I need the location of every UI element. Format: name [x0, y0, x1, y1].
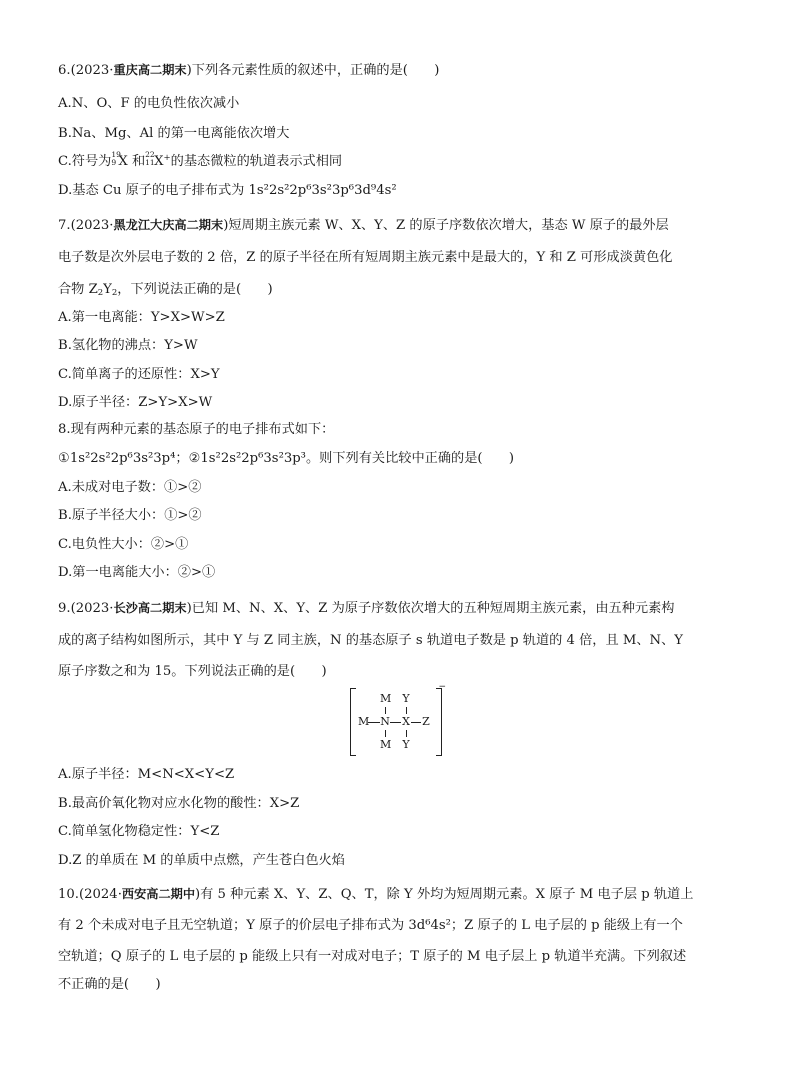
q7-option-c: C.简单离子的还原性：X>Y	[58, 367, 220, 382]
atom-y-top: Y	[402, 692, 410, 705]
q7-stem-line3: 合物 $Z_2Y_2$，下列说法正确的是( )	[58, 282, 273, 298]
q6-option-a: A.N、O、F 的电负性依次减小	[58, 96, 240, 111]
right-bracket	[436, 688, 442, 756]
q7-option-a: A.第一电离能：Y>X>W>Z	[58, 310, 225, 325]
q7-option-b: B.氢化物的沸点：Y>W	[58, 338, 198, 353]
atom-y-bottom: Y	[402, 738, 410, 751]
q10-source: 西安高二期中	[121, 887, 196, 901]
q9-source: 长沙高二期末	[113, 601, 187, 615]
left-bracket	[350, 688, 356, 756]
q8-option-a: A.未成对电子数：①>②	[58, 480, 202, 495]
q9-option-c: C.简单氢化物稳定性：Y<Z	[58, 824, 220, 839]
nuclide-19-9: 19 9	[111, 150, 121, 167]
q10-stem-line2: 有 2 个未成对电子且无空轨道；Y 原子的价层电子排布式为 3d⁶4s²；Z 原子的 L 电子层的 p 能级上有一个	[58, 918, 683, 933]
atom-n-center: N	[380, 715, 390, 728]
nuclide-22-11: 22 11	[145, 150, 155, 167]
atom-m-top: M	[380, 692, 392, 705]
q6-stem: 6.(2023·重庆高二期末)下列各元素性质的叙述中，正确的是( )	[58, 63, 440, 78]
q10-stem-line4: 不正确的是( )	[58, 977, 161, 992]
atom-x-center: X	[402, 715, 410, 728]
q8-stem: 8.现有两种元素的基态原子的电子排布式如下：	[58, 422, 335, 437]
ion-charge: −	[438, 682, 446, 692]
q10-stem-line3: 空轨道；Q 原子的 L 电子层的 p 能级上只有一对成对电子；T 原子的 M 电子层上 p 轨道半充满。下列叙述	[58, 949, 687, 964]
q8-option-b: B.原子半径大小：①>②	[58, 508, 202, 523]
q7-source: 黑龙江大庆高二期末	[113, 218, 224, 232]
q6-source: 重庆高二期末	[113, 63, 187, 77]
q9-option-b: B.最高价氧化物对应水化物的酸性：X>Z	[58, 796, 300, 811]
atom-m-bottom: M	[380, 738, 392, 751]
atom-z-right: Z	[422, 715, 430, 728]
q7-stem-line2: 电子数是次外层电子数的 2 倍，Z 的原子半径在所有短周期主族元素中是最大的，Y 和 Z 可形成淡黄色化	[58, 250, 673, 265]
q8-option-d: D.第一电离能大小：②>①	[58, 565, 216, 580]
q9-stem-line1: 9.(2023·长沙高二期末)已知 M、N、X、Y、Z 为原子序数依次增大的五种短周期主族元素，由五种元素构	[58, 601, 675, 616]
q8-configs: ①1s²2s²2p⁶3s²3p⁴；②1s²2s²2p⁶3s²3p³。则下列有关比较中正确的是( )	[58, 451, 515, 466]
q7-option-d: D.原子半径：Z>Y>X>W	[58, 395, 213, 410]
ion-structure-diagram	[350, 682, 446, 756]
q9-option-d: D.Z 的单质在 M 的单质中点燃，产生苍白色火焰	[58, 853, 345, 868]
q6-option-d: D.基态 Cu 原子的电子排布式为 1s²2s²2p⁶3s²3p⁶3d⁹4s²	[58, 183, 397, 198]
q6-option-b: B.Na、Mg、Al 的第一电离能依次增大	[58, 126, 290, 141]
q6-option-c: C.符号为 19 9 X 和 22 11 X+的基态微粒的轨道表示式相同	[58, 150, 343, 169]
q9-stem-line2: 成的离子结构如图所示，其中 Y 与 Z 同主族，N 的基态原子 s 轨道电子数是 p 轨道的 4 倍，且 M、N、Y	[58, 633, 683, 648]
q7-stem-line1: 7.(2023·黑龙江大庆高二期末)短周期主族元素 W、X、Y、Z 的原子序数依次增大，基态 W 原子的最外层	[58, 218, 669, 233]
q9-stem-line3: 原子序数之和为 15。下列说法正确的是( )	[58, 664, 327, 679]
atom-m-left: M	[358, 715, 370, 728]
q8-option-c: C.电负性大小：②>①	[58, 537, 189, 552]
q10-stem-line1: 10.(2024·西安高二期中)有 5 种元素 X、Y、Z、Q、T，除 Y 外均为短周期元素。X 原子 M 电子层 p 轨道上	[58, 887, 694, 902]
q9-option-a: A.原子半径：M<N<X<Y<Z	[58, 767, 235, 782]
